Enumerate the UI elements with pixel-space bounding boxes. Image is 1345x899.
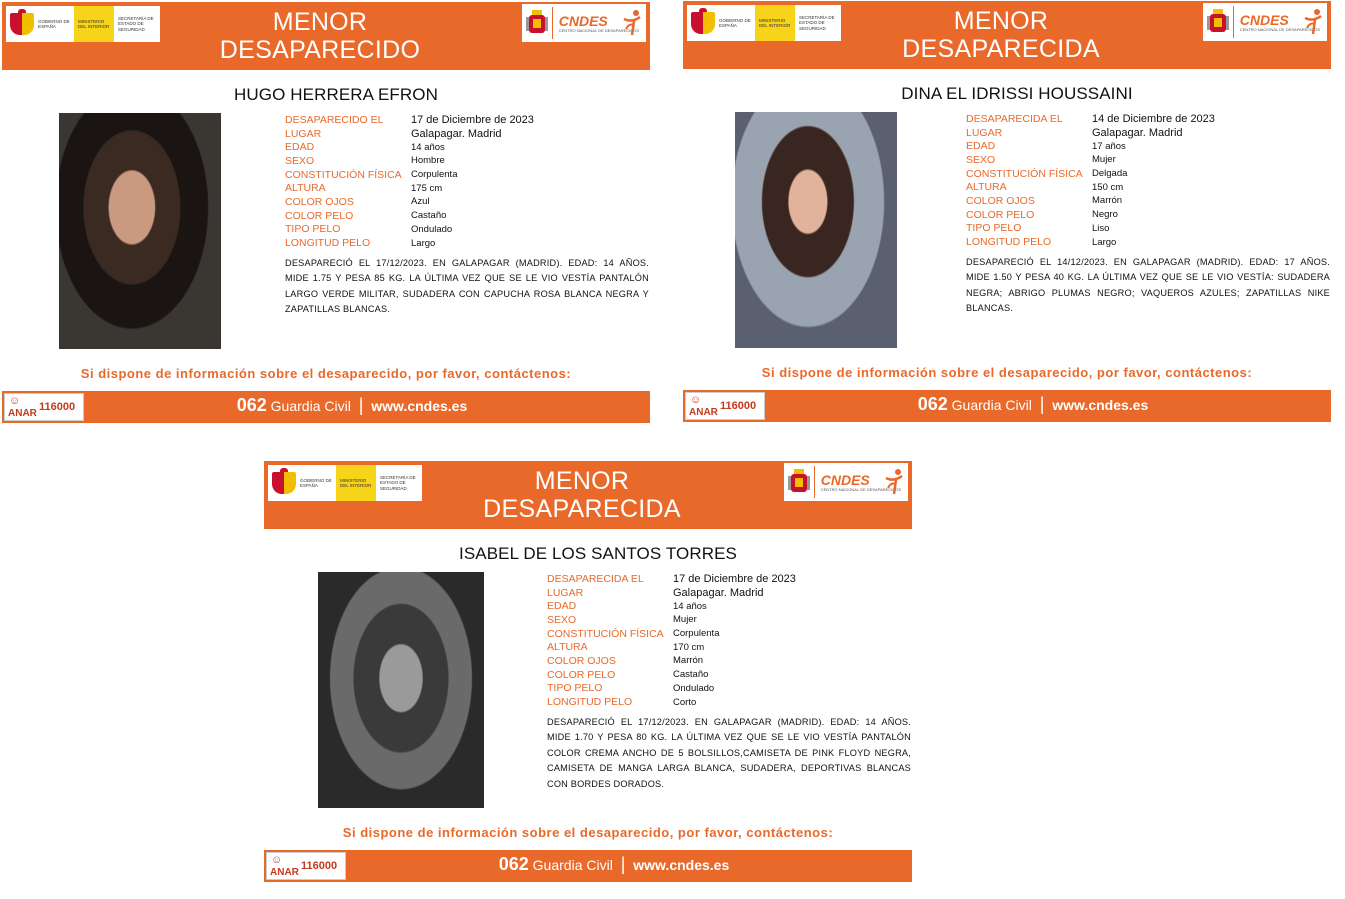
age-value: 14 años [673, 600, 707, 612]
missing-person-name: DINA EL IDRISSI HOUSSAINI [901, 84, 1133, 103]
build-label: CONSTITUCIÓN FÍSICA [966, 167, 1083, 180]
missing-poster [683, 1, 1331, 426]
hair-length-label: LONGITUD PELO [285, 237, 371, 250]
emergency-phone[interactable]: 062 [236, 395, 267, 415]
cndes-website-link[interactable]: www.cndes.es [371, 398, 468, 414]
hair-type-value: Ondulado [411, 223, 453, 235]
hair-color-value: Castaño [673, 669, 709, 681]
hair-color-value: Negro [1092, 209, 1118, 221]
place-label: LUGAR [547, 586, 584, 599]
government-logo [6, 6, 160, 42]
spain-shield-icon [10, 11, 34, 37]
poster-footer [2, 391, 650, 423]
anar-phone: 116000 [301, 860, 338, 872]
contact-prompt: Si dispone de información sobre el desaparecido, por favor, contáctenos: [80, 366, 572, 381]
sex-label: SEXO [285, 154, 315, 167]
cndes-figure-icon [1301, 8, 1325, 36]
disappearance-description: DESAPARECIÓ EL 17/12/2023. EN GALAPAGAR (MADRID). EDAD: 14 AÑOS. MIDE 1.70 Y PESA 80 KG. LA ÚLTIMA VEZ QUE SE LE VIO VESTÍA PANTALÓN COLOR CREMA ANCHO DE 5 BOLSILLOS,CAMISETA DE PINK FLOYD NEGRA, CAMISETA DE MANGA LARGA BLANCA, SUDADERA, DEPORTIVAS BLANCAS CON BORDES DORADOS. [547, 716, 911, 789]
cndes-subtitle: CENTRO NACIONAL DE DESAPARECIDOS [1239, 26, 1320, 32]
emergency-phone[interactable]: 062 [498, 854, 529, 874]
hair-color-label: COLOR PELO [285, 209, 354, 222]
poster-title [162, 8, 478, 64]
cndes-figure-icon [882, 468, 906, 496]
build-value: Delgada [1092, 168, 1128, 180]
place-value: Galapagar. Madrid [673, 586, 764, 599]
guardia-civil-label: Guardia Civil [951, 397, 1032, 413]
build-label: CONSTITUCIÓN FÍSICA [547, 627, 664, 640]
cndes-logo [1234, 12, 1327, 33]
cndes-subtitle: CENTRO NACIONAL DE DESAPARECIDOS [820, 486, 901, 492]
anar-phone: 116000 [39, 401, 76, 413]
missing-person-name: HUGO HERRERA EFRON [234, 85, 438, 104]
hair-type-value: Ondulado [673, 682, 715, 694]
disappearance-description: DESAPARECIÓ EL 14/12/2023. EN GALAPAGAR (MADRID). EDAD: 17 AÑOS. MIDE 1.50 Y PESA 40 KG. LA ÚLTIMA VEZ QUE SE LE VIO VESTÍA: SUDADERA NEGRA; ABRIGO PLUMAS NEGRO; VAQUEROS AZULES; ZAPATILLAS NIKE BLANCAS. [966, 256, 1330, 314]
guardia-civil-label: Guardia Civil [270, 398, 351, 414]
footer-contacts [364, 854, 864, 875]
hair-type-label: TIPO PELO [547, 682, 603, 695]
anar-wordmark: ANAR [689, 407, 718, 418]
poster-header [264, 461, 912, 529]
age-label: EDAD [547, 600, 577, 613]
sex-value: Mujer [673, 614, 697, 626]
height-value: 150 cm [1092, 181, 1124, 193]
anar-face-icon: ☺ [9, 395, 21, 407]
person-details [285, 113, 649, 318]
hair-length-value: Corto [673, 696, 697, 708]
guardia-civil-label: Guardia Civil [532, 857, 613, 873]
ministry-text: MINISTERIO DEL INTERIOR [755, 5, 795, 41]
cndes-website-link[interactable]: www.cndes.es [1052, 397, 1149, 413]
height-label: ALTURA [966, 181, 1007, 194]
anar-face-icon: ☺ [690, 394, 702, 406]
cndes-logo [553, 13, 646, 34]
cndes-wordmark: CNDES [1239, 11, 1289, 28]
hair-type-label: TIPO PELO [285, 223, 341, 236]
build-value: Corpulenta [673, 628, 720, 640]
disappearance-description: DESAPARECIÓ EL 17/12/2023. EN GALAPAGAR (MADRID). EDAD: 14 AÑOS. MIDE 1.75 Y PESA 85 KG. LA ÚLTIMA VEZ QUE SE LE VIO VESTÍA PANTALÓN LARGO VERDE MILITAR, SUDADERA CON CAPUCHA ROSA BLANCA NEGRA Y ZAPATILLAS BLANCAS. [285, 257, 649, 315]
age-label: EDAD [285, 141, 315, 154]
height-label: ALTURA [285, 182, 326, 195]
poster-footer [264, 850, 912, 882]
place-label: LUGAR [966, 126, 1003, 139]
cndes-logo-box [522, 4, 646, 42]
hair-type-label: TIPO PELO [966, 222, 1022, 235]
government-logo [687, 5, 841, 41]
date-label: DESAPARECIDO EL [285, 113, 384, 126]
title-line-2: DESAPARECIDA [483, 495, 681, 523]
anar-wordmark: ANAR [8, 408, 37, 419]
missing-person-photo [735, 112, 897, 348]
title-line-2: DESAPARECIDO [219, 36, 421, 64]
cndes-wordmark: CNDES [820, 471, 870, 488]
title-line-1: MENOR [953, 7, 1049, 35]
eye-color-label: COLOR OJOS [547, 654, 616, 667]
gov-text: GOBIERNO DE ESPAÑA [38, 18, 70, 29]
poster-footer [683, 390, 1331, 422]
anar-wordmark: ANAR [270, 867, 299, 878]
government-logo [268, 465, 422, 501]
eye-color-value: Marrón [1092, 195, 1123, 207]
missing-poster [2, 2, 650, 427]
cndes-wordmark: CNDES [558, 12, 608, 29]
contact-prompt: Si dispone de información sobre el desaparecido, por favor, contáctenos: [342, 825, 834, 840]
title-line-2: DESAPARECIDA [902, 35, 1100, 63]
gov-text: GOBIERNO DE ESPAÑA [300, 477, 332, 488]
anar-logo [266, 852, 346, 880]
missing-poster [264, 461, 912, 886]
date-label: DESAPARECIDA EL [966, 112, 1063, 125]
emergency-phone[interactable]: 062 [917, 394, 948, 414]
build-value: Corpulenta [411, 169, 458, 181]
spain-shield-icon [691, 10, 715, 36]
cndes-logo [815, 472, 908, 493]
anar-logo [4, 393, 84, 421]
hair-length-value: Largo [1092, 236, 1117, 248]
cndes-logo-box [784, 463, 908, 501]
hair-color-value: Castaño [411, 210, 447, 222]
age-label: EDAD [966, 140, 996, 153]
age-value: 14 años [411, 141, 445, 153]
anar-phone: 116000 [720, 400, 757, 412]
missing-person-name: ISABEL DE LOS SANTOS TORRES [459, 544, 737, 563]
cndes-website-link[interactable]: www.cndes.es [633, 857, 730, 873]
date-value: 17 de Diciembre de 2023 [411, 113, 534, 126]
eye-color-value: Marrón [673, 655, 704, 667]
sex-label: SEXO [966, 153, 996, 166]
secretary-text: SECRETARÍA DE ESTADO DE SEGURIDAD [118, 15, 154, 32]
sex-value: Mujer [1092, 154, 1116, 166]
person-details [547, 572, 911, 792]
poster-title [843, 7, 1159, 63]
title-line-1: MENOR [534, 467, 630, 495]
sex-label: SEXO [547, 613, 577, 626]
footer-separator: | [358, 395, 364, 415]
place-label: LUGAR [285, 127, 322, 140]
gov-text: GOBIERNO DE ESPAÑA [719, 17, 751, 28]
contact-prompt: Si dispone de información sobre el desaparecido, por favor, contáctenos: [761, 365, 1253, 380]
hair-color-label: COLOR PELO [547, 668, 616, 681]
royal-crest-icon [1203, 6, 1234, 38]
hair-length-value: Largo [411, 237, 436, 249]
missing-person-photo [318, 572, 484, 808]
footer-contacts [102, 395, 602, 416]
cndes-logo-box [1203, 3, 1327, 41]
ministry-text: MINISTERIO DEL INTERIOR [336, 465, 376, 501]
height-value: 175 cm [411, 182, 443, 194]
poster-header [2, 2, 650, 70]
footer-separator: | [1039, 394, 1045, 414]
eye-color-label: COLOR OJOS [966, 194, 1035, 207]
title-line-1: MENOR [272, 8, 368, 36]
anar-logo [685, 392, 765, 420]
ministry-text: MINISTERIO DEL INTERIOR [74, 6, 114, 42]
anar-face-icon: ☺ [271, 854, 283, 866]
cndes-figure-icon [620, 9, 644, 37]
hair-length-label: LONGITUD PELO [547, 696, 633, 709]
spain-shield-icon [272, 470, 296, 496]
secretary-text: SECRETARÍA DE ESTADO DE SEGURIDAD [380, 474, 416, 491]
footer-contacts [783, 394, 1283, 415]
person-details [966, 112, 1330, 317]
place-value: Galapagar. Madrid [411, 127, 502, 140]
build-label: CONSTITUCIÓN FÍSICA [285, 168, 402, 181]
sex-value: Hombre [411, 155, 445, 167]
hair-color-label: COLOR PELO [966, 208, 1035, 221]
place-value: Galapagar. Madrid [1092, 126, 1183, 139]
eye-color-value: Azul [411, 196, 430, 208]
hair-type-value: Liso [1092, 222, 1110, 234]
secretary-text: SECRETARÍA DE ESTADO DE SEGURIDAD [799, 14, 835, 31]
height-value: 170 cm [673, 641, 705, 653]
date-label: DESAPARECIDA EL [547, 572, 644, 585]
cndes-subtitle: CENTRO NACIONAL DE DESAPARECIDOS [558, 27, 639, 33]
royal-crest-icon [522, 7, 553, 39]
hair-length-label: LONGITUD PELO [966, 236, 1052, 249]
missing-person-photo [59, 113, 221, 349]
age-value: 17 años [1092, 140, 1126, 152]
footer-separator: | [620, 854, 626, 874]
date-value: 17 de Diciembre de 2023 [673, 572, 796, 585]
poster-header [683, 1, 1331, 69]
poster-title [424, 467, 740, 523]
height-label: ALTURA [547, 641, 588, 654]
date-value: 14 de Diciembre de 2023 [1092, 112, 1215, 125]
royal-crest-icon [784, 466, 815, 498]
eye-color-label: COLOR OJOS [285, 195, 354, 208]
